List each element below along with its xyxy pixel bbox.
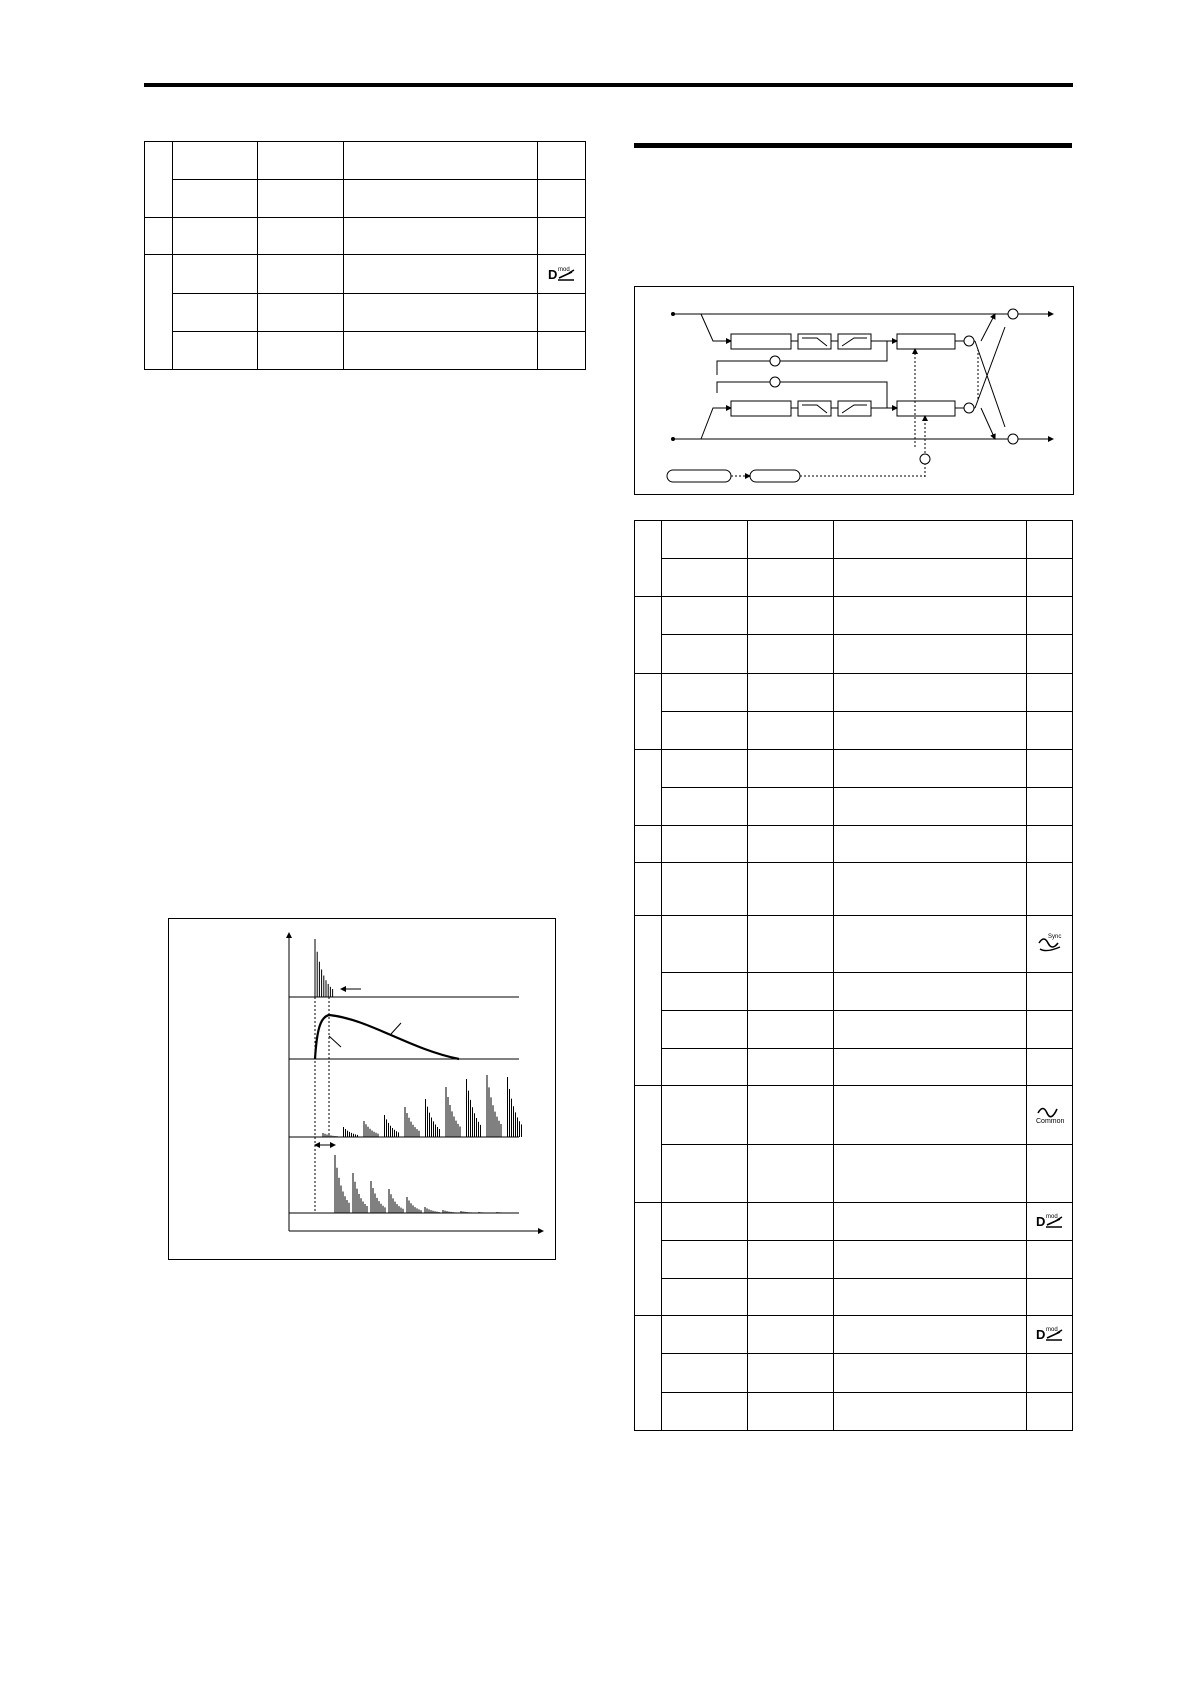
svg-text:mod: mod (557, 266, 570, 273)
svg-text:Common: Common (1035, 1118, 1064, 1126)
svg-text:D: D (1035, 1327, 1045, 1343)
envelope-diagram (168, 918, 556, 1260)
svg-text:D: D (1035, 1213, 1045, 1229)
left-parameter-table (144, 141, 586, 370)
table-row (635, 1316, 1073, 1354)
table-row (635, 972, 1073, 1010)
group-cell (145, 142, 173, 218)
table-row (635, 597, 1073, 635)
table-row (635, 1086, 1073, 1144)
table-row (635, 521, 1073, 559)
table-row (635, 1279, 1073, 1316)
group-cell (635, 673, 662, 749)
table-row (145, 142, 586, 180)
table-row (145, 218, 586, 255)
table-row (635, 749, 1073, 787)
group-cell (635, 826, 662, 863)
table-row (145, 180, 586, 218)
right-parameter-table (634, 520, 1073, 1431)
table-row (635, 1049, 1073, 1086)
svg-text:mod: mod (1045, 1327, 1058, 1334)
common-fx-icon (1035, 1101, 1065, 1125)
table-row (145, 294, 586, 332)
section-rule (634, 143, 1072, 148)
table-row (635, 826, 1073, 863)
svg-text:D: D (547, 266, 557, 282)
group-cell (145, 218, 173, 255)
group-cell (145, 255, 173, 370)
table-row (635, 635, 1073, 673)
svg-text:Sync: Sync (1047, 934, 1061, 941)
table-row (635, 863, 1073, 915)
table-row (635, 788, 1073, 826)
group-cell (635, 1086, 662, 1203)
envelope-diagram-svg (169, 919, 555, 1259)
group-cell (635, 597, 662, 673)
table-row (635, 1144, 1073, 1202)
table-row (145, 332, 586, 370)
block-diagram (634, 286, 1074, 495)
group-cell (635, 521, 662, 597)
table-row (635, 1354, 1073, 1392)
table-row (635, 559, 1073, 597)
group-cell (635, 749, 662, 825)
table-row (635, 1011, 1073, 1049)
table-row (635, 1392, 1073, 1430)
d-mod-icon (1035, 1211, 1065, 1229)
table-row (145, 255, 586, 294)
table-row (635, 1241, 1073, 1279)
d-mod-icon (547, 264, 577, 282)
group-cell (635, 1202, 662, 1315)
table-row (635, 915, 1073, 972)
group-cell (635, 863, 662, 915)
table-row (635, 673, 1073, 711)
group-cell (635, 915, 662, 1086)
sync-icon (1036, 931, 1064, 953)
d-mod-icon (1035, 1324, 1065, 1342)
group-cell (635, 1316, 662, 1431)
block-diagram-svg (635, 287, 1073, 494)
table-row (635, 711, 1073, 749)
header-rule (144, 83, 1073, 87)
svg-text:mod: mod (1045, 1213, 1058, 1220)
table-row (635, 1202, 1073, 1240)
